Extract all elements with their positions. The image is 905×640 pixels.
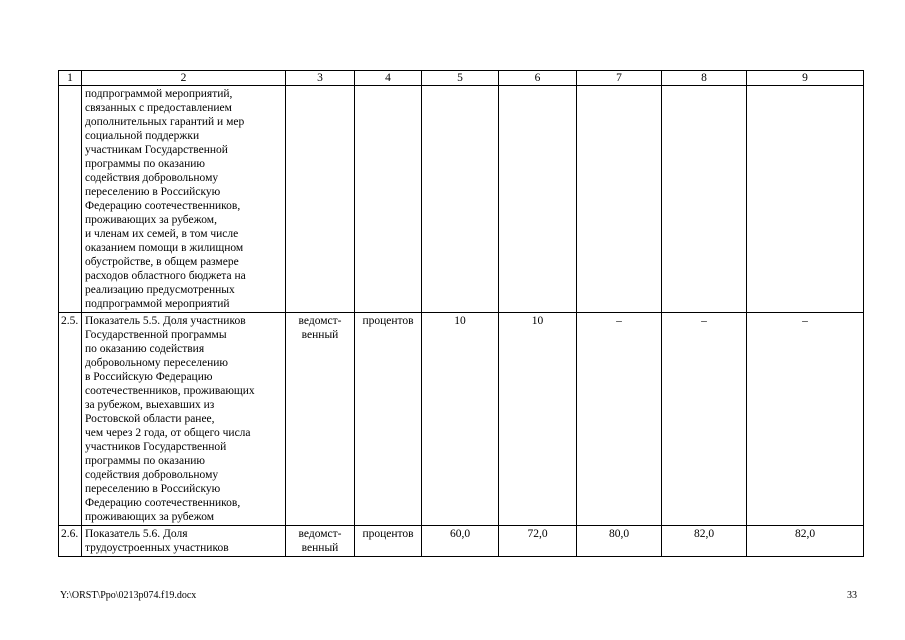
- header-cell-1: 1: [59, 71, 82, 86]
- header-cell-7: 7: [577, 71, 662, 86]
- value-cell-9: 82,0: [747, 526, 864, 557]
- value-cell-9: –: [747, 313, 864, 526]
- value-cell-7: –: [577, 313, 662, 526]
- row-number: 2.6.: [59, 526, 82, 557]
- row-number: 2.5.: [59, 313, 82, 526]
- table-row: [59, 313, 864, 526]
- header-cell-4: 4: [355, 71, 422, 86]
- value-cell-5: 10: [422, 313, 499, 526]
- header-cell-2: 2: [82, 71, 286, 86]
- value-cell-5: 60,0: [422, 526, 499, 557]
- value-cell-9: [747, 86, 864, 313]
- value-cell-6: [499, 86, 577, 313]
- value-cell-6: 10: [499, 313, 577, 526]
- value-cell-8: [662, 86, 747, 313]
- indicator-description: Показатель 5.5. Доля участников Государственной программы по оказанию содействия добровольному переселению в Российскую Федерацию соотечественников, проживающих за рубежом, выехавших из Ростовской области ранее, чем через 2 года, от общего числа участников Государственной программы по оказанию содействия добровольному переселению в Российскую Федерацию соотечественников, проживающих за рубежом: [82, 313, 286, 526]
- table-row: [59, 526, 864, 557]
- header-cell-8: 8: [662, 71, 747, 86]
- value-cell-6: 72,0: [499, 526, 577, 557]
- value-cell-7: 80,0: [577, 526, 662, 557]
- data-source-cell: ведомст- венный: [286, 313, 355, 526]
- header-cell-5: 5: [422, 71, 499, 86]
- data-source-cell: ведомст- венный: [286, 526, 355, 557]
- header-cell-6: 6: [499, 71, 577, 86]
- value-cell-8: 82,0: [662, 526, 747, 557]
- unit-cell: [355, 86, 422, 313]
- indicator-description: подпрограммой мероприятий, связанных с предоставлением дополнительных гарантий и мер социальной поддержки участникам Государственной программы по оказанию содействия добровольному переселению в Российскую Федерацию соотечественников, проживающих за рубежом, и членам их семей, в том числе оказанием помощи в жилищном обустройстве, в общем размере расходов областного бюджета на реализацию предусмотренных подпрограммой мероприятий: [82, 86, 286, 313]
- indicators-table: [58, 70, 864, 557]
- unit-cell: процентов: [355, 313, 422, 526]
- table-row: [59, 86, 864, 313]
- header-cell-3: 3: [286, 71, 355, 86]
- row-number: [59, 86, 82, 313]
- indicator-description: Показатель 5.6. Доля трудоустроенных участников: [82, 526, 286, 557]
- footer-file-path: Y:\ORST\Ppo\0213p074.f19.docx: [60, 590, 197, 601]
- unit-cell: процентов: [355, 526, 422, 557]
- header-cell-9: 9: [747, 71, 864, 86]
- table-header-row: [59, 71, 864, 86]
- footer-page-number: 33: [847, 590, 857, 601]
- data-source-cell: [286, 86, 355, 313]
- value-cell-5: [422, 86, 499, 313]
- value-cell-7: [577, 86, 662, 313]
- value-cell-8: –: [662, 313, 747, 526]
